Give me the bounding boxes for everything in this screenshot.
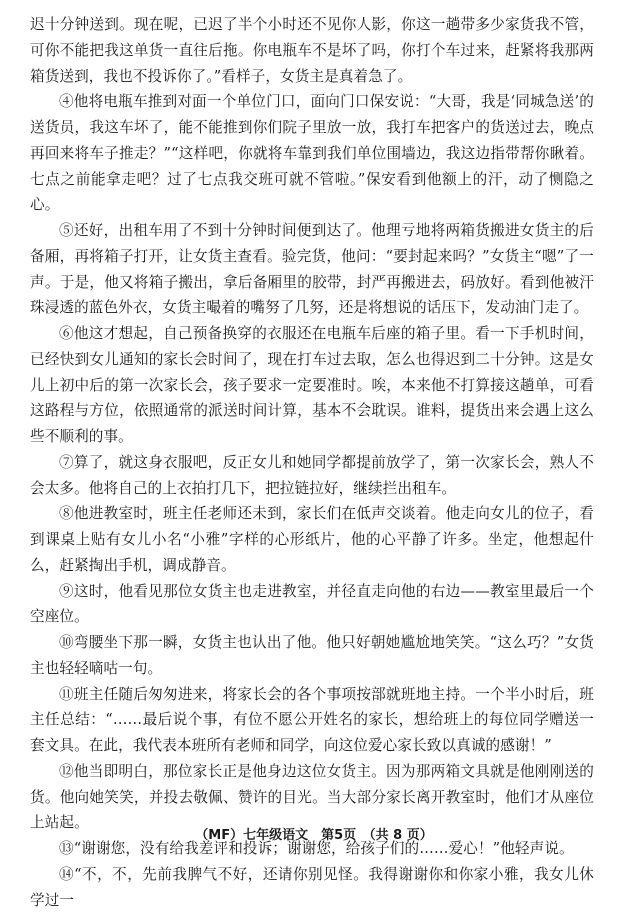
- paragraph-13: ⑬“谢谢您，没有给我差评和投诉；谢谢您，给孩子们的……爱心！”他轻声说。: [59, 840, 574, 857]
- paragraph-6: ⑥他这才想起，自己预备换穿的衣服还在电瓶车后座的箱子里。看一下手机时间，已经快到女儿通知的家长会时间了，现在打车过去取，怎么也得迟到二十分钟。这是女儿上初中后的第一次家长会，孩子要求一定要准时。唉，本来他不打算接这趟单，可看这路程与方位，依照通常的派送时间计算，基本不会耽误。谁料，提货出来会遇上这么些不顺利的事。: [30, 325, 594, 445]
- paragraph-4: ④他将电瓶车推到对面一个单位门口，面向门口保安说：“大哥，我是‘同城急送’的送货员，我这车坏了，能不能推到你们院子里放一放，我打车把客户的货送过去，晚点再回来将车子推走？”“这样吧，你就将车靠到我们单位围墙边，我这边指带帮你瞅着。七点之前能拿走吧？过了七点我交班可就不管啦。”保安看到他额上的汗，动了恻隐之心。: [30, 93, 594, 214]
- page-footer: （MF）七年级语文 第5页 （共 8 页）: [195, 828, 433, 843]
- body-text: [30, 12, 594, 913]
- paragraph-8: ⑧他进教室时，班主任老师还未到，家长们在低声交谈着。他走向女儿的位子，看到课桌上贴有女儿小名“小雅”字样的心形纸片，他的心平静了许多。坐定，他想起什么，赶紧掏出手机，调成静音。: [30, 505, 594, 574]
- paragraph-14: ⑭“不，不，先前我脾气不好，还请你别见怪。我得谢谢你和你家小雅，我女儿休学过一: [30, 865, 594, 909]
- paragraph-9: ⑨这时，他看见那位女货主也走进教室，并径直走向他的右边——教室里最后一个空座位。: [30, 582, 594, 626]
- paragraph-11: ⑪班主任随后匆匆进来，将家长会的各个事项按部就班地主持。一个半小时后，班主任总结：“……最后说个事，有位不愿公开姓名的家长，想给班上的每位同学赠送一套文具。在此，我代表本班所有老师和同学，向这位爱心家长致以真诚的感谢！”: [30, 685, 594, 754]
- paragraph-5: ⑤还好，出租车用了不到十分钟时间便到达了。他理亏地将两箱货搬进女货主的后备厢，再将箱子打开，让女货主查看。验完货，他问：“要封起来吗？”女货主“嗯”了一声。于是，他又将箱子搬出，拿后备厢里的胶带，封严再搬进去，码放好。看到他被汗珠浸透的蓝色外衣，女货主嘬着的嘴努了几努，还是将想说的话压下，发动油门走了。: [30, 222, 594, 317]
- paragraph-continuation: 迟十分钟送到。现在呢，已迟了半个小时还不见你人影，你这一趟带多少家货我不管，可你不能把我这单货一直往后拖。你电瓶车不是坏了吗，你打个车过来，赶紧将我那两箱货送到，我也不投诉你了。”看样子，女货主是真着急了。: [30, 16, 594, 85]
- paragraph-7: ⑦算了，就这身衣服吧，反正女儿和她同学都提前放学了，第一次家长会，熟人不会太多。他将自己的上衣拍打几下，把拉链拉好，继续拦出租车。: [30, 453, 594, 497]
- paragraph-12: ⑫他当即明白，那位家长正是他身边这位女货主。因为那两箱文具就是他刚刚送的货。他向她笑笑，并投去敬佩、赞许的目光。当大部分家长离开教室时，他们才从座位上站起。: [30, 762, 594, 832]
- paragraph-10: ⑩弯腰坐下那一瞬，女货主也认出了他。他只好朝她尴尬地笑笑。“这么巧？”女货主也轻轻嘀咕一句。: [30, 634, 594, 677]
